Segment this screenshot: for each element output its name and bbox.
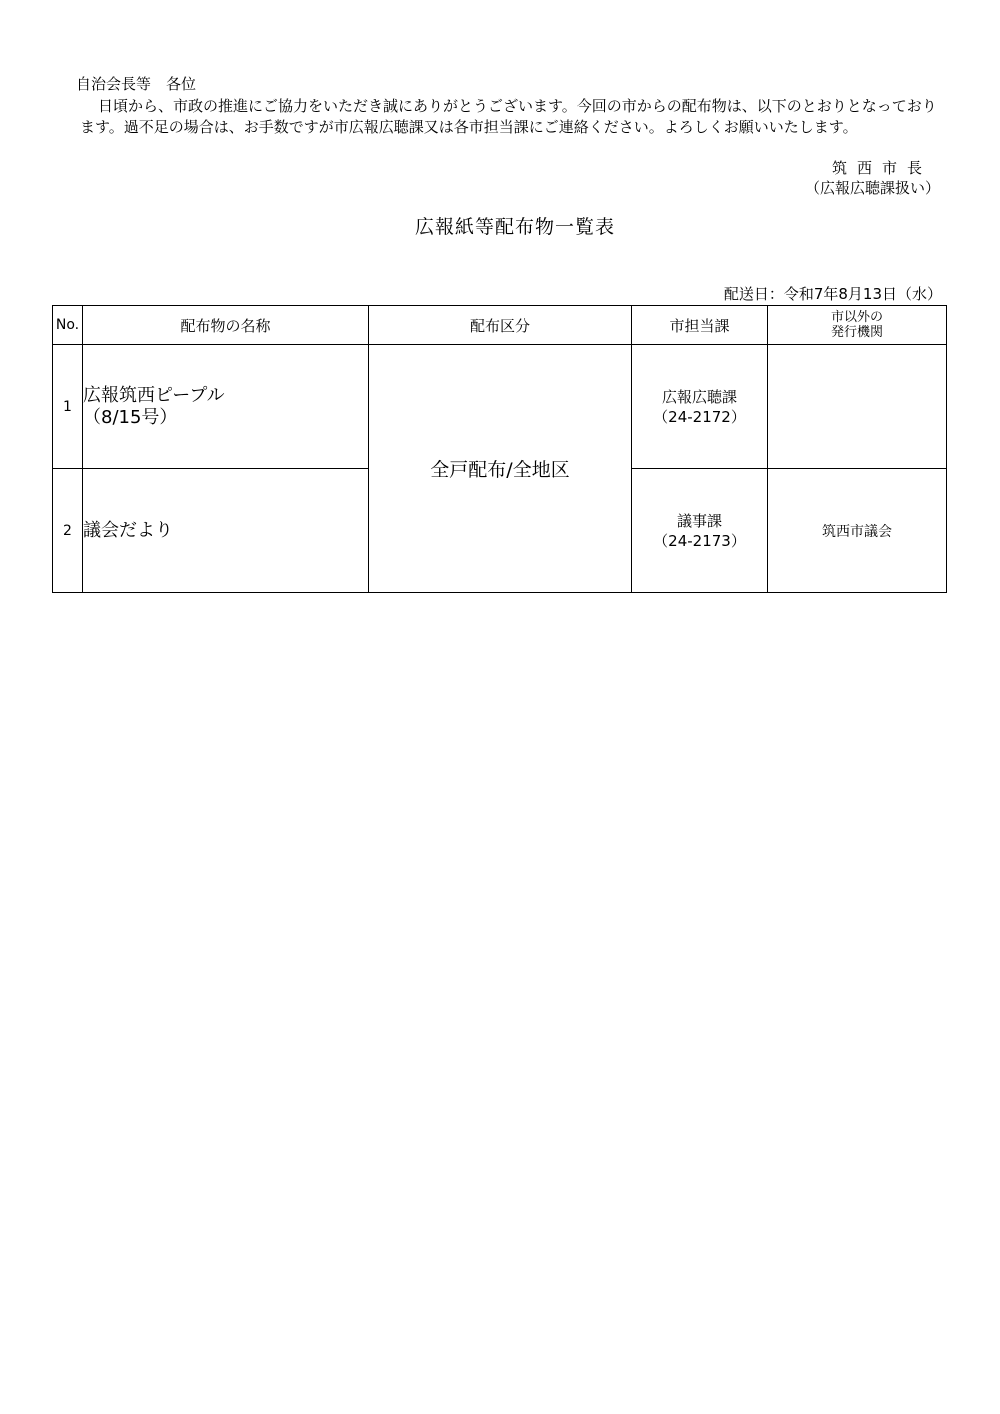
header-category: 配布区分 [369,306,632,345]
sender-department: （広報広聴課扱い） [804,179,940,197]
department-phone: （24-2172） [653,407,746,426]
sender-block [805,158,940,198]
item-name-line2: （8/15号） [83,406,178,428]
delivery-date: 配送日：令和7年8月13日（水） [723,285,942,303]
item-name-line1: 議会だより [83,519,173,541]
row-no: 1 [53,345,83,469]
item-name-line1: 広報筑西ピープル [83,384,225,406]
header-department: 市担当課 [632,306,768,345]
row-department [632,469,768,593]
distribution-table [52,305,947,593]
header-issuer-line1: 市以外の [830,310,883,325]
department-name: 議事課 [676,511,722,530]
header-name: 配布物の名称 [83,306,369,345]
row-no: 2 [53,469,83,593]
header-issuer [768,306,947,345]
row-issuer [768,345,947,469]
addressee: 自治会長等 各位 [76,75,197,93]
greeting-paragraph: 日頃から、市政の推進にご協力をいただき誠にありがとうございます。今回の市からの配布物は、以下のとおりとなっております。過不足の場合は、お手数ですが市広報広聴課又は各市担当課にご連絡ください。よろしくお願いいたします。 [80,97,937,136]
row-issuer: 筑西市議会 [768,469,947,593]
table-header-row [53,306,947,345]
row-department [632,345,768,469]
department-name: 広報広聴課 [661,387,737,406]
sender-name: 筑西市長 [831,159,932,177]
document-title: 広報紙等配布物一覧表 [414,216,615,238]
department-phone: （24-2173） [653,531,746,550]
row-item-name [83,345,369,469]
header-issuer-line2: 発行機関 [830,325,883,340]
table-row [53,345,947,469]
row-item-name [83,469,369,593]
distribution-category: 全戸配布/全地区 [369,345,632,593]
header-no: No. [53,306,83,345]
